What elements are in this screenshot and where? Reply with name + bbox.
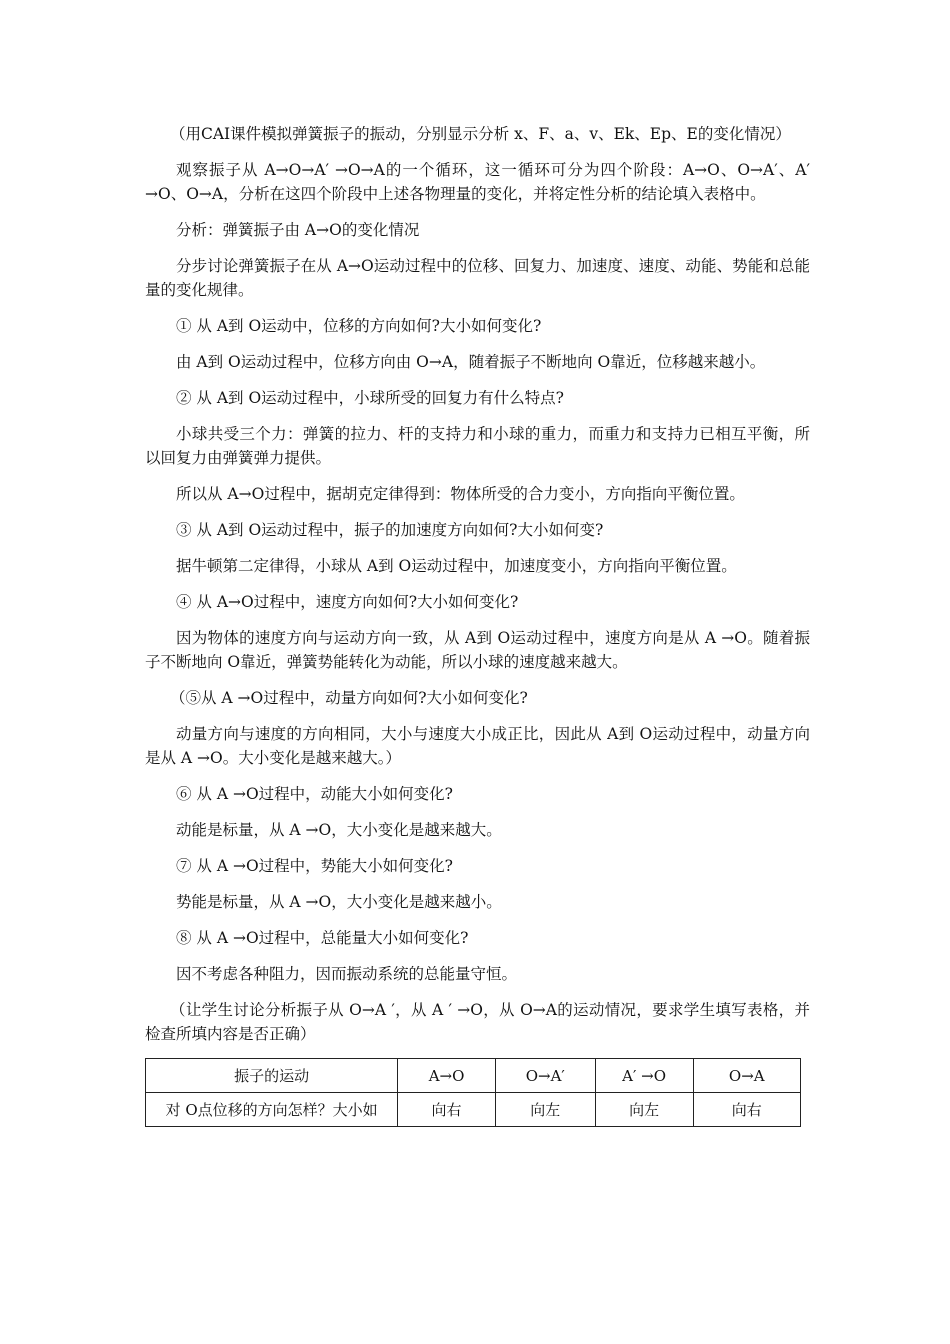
table-cell: A′ →O bbox=[595, 1059, 693, 1093]
paragraph: ⑦ 从 A →O过程中，势能大小如何变化? bbox=[176, 857, 453, 875]
table-cell: 振子的运动 bbox=[146, 1059, 398, 1093]
table-cell: O→A bbox=[693, 1059, 800, 1093]
document-body bbox=[145, 122, 810, 1127]
table-cell: 向右 bbox=[693, 1093, 800, 1127]
table-cell: 向左 bbox=[495, 1093, 595, 1127]
paragraph: 因不考虑各种阻力，因而振动系统的总能量守恒。 bbox=[176, 965, 518, 983]
paragraph: 据牛顿第二定律得，小球从 A到 O运动过程中，加速度变小，方向指向平衡位置。 bbox=[176, 557, 737, 575]
paragraph: ② 从 A到 O运动过程中，小球所受的回复力有什么特点? bbox=[176, 389, 564, 407]
motion-table bbox=[145, 1058, 801, 1127]
paragraph: 势能是标量，从 A →O，大小变化是越来越小。 bbox=[176, 893, 502, 911]
paragraph: ③ 从 A到 O运动过程中，振子的加速度方向如何?大小如何变? bbox=[176, 521, 604, 539]
paragraph: 所以从 A→O过程中，据胡克定律得到：物体所受的合力变小，方向指向平衡位置。 bbox=[176, 485, 745, 503]
table-row bbox=[146, 1093, 801, 1127]
paragraph: 分析：弹簧振子由 A→O的变化情况 bbox=[176, 221, 420, 239]
table-cell: O→A′ bbox=[495, 1059, 595, 1093]
paragraph: （让学生讨论分析振子从 O→A ′，从 A ′ →O，从 O→A的运动情况，要求学生填写表格，并检查所填内容是否正确） bbox=[145, 1001, 810, 1043]
paragraph: 观察振子从 A→O→A′ →O→A的一个循环，这一循环可分为四个阶段：A→O、O→A′、A′ →O、O→A，分析在这四个阶段中上述各物理量的变化，并将定性分析的结论填入表格中。 bbox=[145, 161, 810, 203]
paragraph: 分步讨论弹簧振子在从 A→O运动过程中的位移、回复力、加速度、速度、动能、势能和总能量的变化规律。 bbox=[145, 257, 810, 299]
table-cell: 对 O点位移的方向怎样？大小如 bbox=[146, 1093, 398, 1127]
paragraph: （⑤从 A →O过程中，动量方向如何?大小如何变化? bbox=[170, 689, 528, 707]
paragraph: ⑥ 从 A →O过程中，动能大小如何变化? bbox=[176, 785, 453, 803]
paragraph: 动能是标量，从 A →O，大小变化是越来越大。 bbox=[176, 821, 502, 839]
paragraph-list bbox=[145, 122, 810, 1046]
paragraph: 由 A到 O运动过程中，位移方向由 O→A，随着振子不断地向 O靠近，位移越来越小。 bbox=[176, 353, 766, 371]
table-cell: 向左 bbox=[595, 1093, 693, 1127]
paragraph: （用CAI课件模拟弹簧振子的振动，分别显示分析 x、F、a、v、Ek、Ep、E的变化情况） bbox=[170, 125, 791, 143]
paragraph: 因为物体的速度方向与运动方向一致，从 A到 O运动过程中，速度方向是从 A →O。随着振子不断地向 O靠近，弹簧势能转化为动能，所以小球的速度越来越大。 bbox=[145, 629, 810, 671]
table-cell: A→O bbox=[398, 1059, 496, 1093]
paragraph: ⑧ 从 A →O过程中，总能量大小如何变化? bbox=[176, 929, 469, 947]
paragraph: 动量方向与速度的方向相同，大小与速度大小成正比，因此从 A到 O运动过程中，动量方向是从 A →O。大小变化是越来越大。） bbox=[145, 725, 810, 767]
paragraph: ① 从 A到 O运动中，位移的方向如何?大小如何变化? bbox=[176, 317, 542, 335]
table-header-row bbox=[146, 1059, 801, 1093]
paragraph: ④ 从 A→O过程中，速度方向如何?大小如何变化? bbox=[176, 593, 519, 611]
table-cell: 向右 bbox=[398, 1093, 496, 1127]
paragraph: 小球共受三个力：弹簧的拉力、杆的支持力和小球的重力，而重力和支持力已相互平衡，所以回复力由弹簧弹力提供。 bbox=[145, 425, 810, 467]
